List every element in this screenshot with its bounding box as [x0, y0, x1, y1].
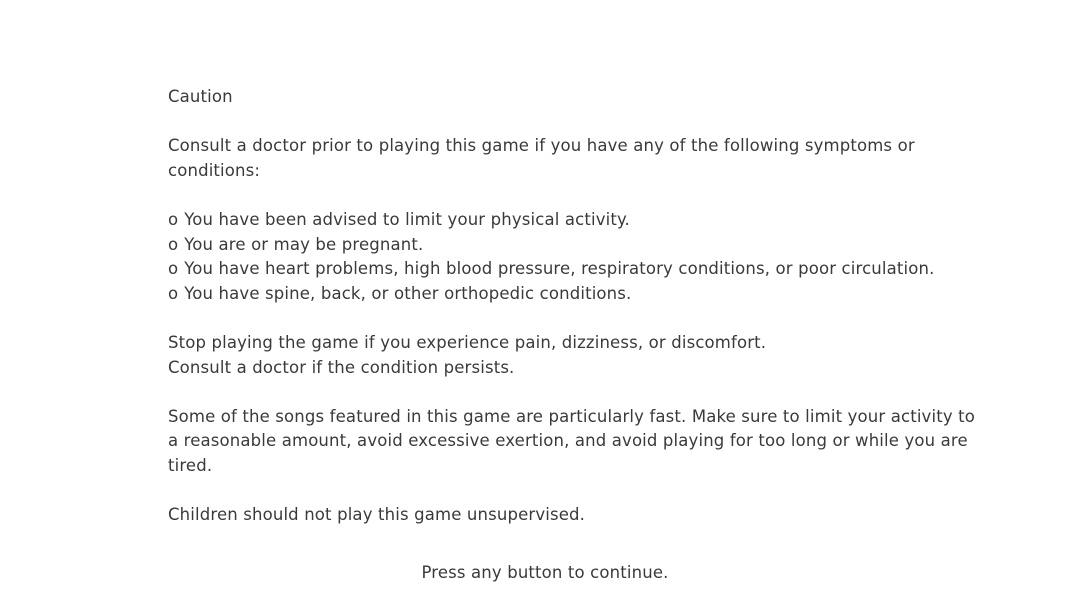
- consult-text-line-2: conditions:: [168, 160, 261, 180]
- spacer: [168, 380, 928, 405]
- bullet-icon: o: [168, 259, 179, 279]
- consult-text-line-1: Consult a doctor prior to playing this game if you have any of the following symptoms or: [168, 136, 915, 156]
- condition-item: [168, 208, 928, 233]
- songs-warning-line-3: tired.: [168, 455, 213, 475]
- bullet-icon: o: [168, 209, 179, 229]
- caution-title: Caution: [168, 87, 233, 106]
- spacer: [168, 110, 928, 135]
- spacer: [168, 183, 928, 208]
- songs-warning-line-1: Some of the songs featured in this game are particularly fast. Make sure to limit your activity to: [168, 406, 975, 426]
- condition-text: You have heart problems, high blood pressure, respiratory conditions, or poor circulation.: [184, 259, 935, 279]
- condition-item: [168, 282, 928, 307]
- condition-item: [168, 257, 935, 282]
- bullet-icon: o: [168, 283, 179, 303]
- children-warning-text: Children should not play this game unsupervised.: [168, 505, 586, 525]
- caution-notice: [168, 85, 975, 528]
- spacer: [168, 479, 928, 504]
- spacer: [168, 306, 928, 331]
- bullet-icon: o: [168, 234, 179, 254]
- condition-text: You have been advised to limit your physical activity.: [184, 209, 630, 229]
- condition-item: [168, 233, 928, 258]
- condition-text: You are or may be pregnant.: [184, 234, 424, 254]
- condition-text: You have spine, back, or other orthopedic conditions.: [184, 283, 632, 303]
- conditions-list: [168, 208, 935, 306]
- stop-playing-text: Stop playing the game if you experience pain, dizziness, or discomfort.: [168, 332, 767, 352]
- persist-text: Consult a doctor if the condition persists.: [168, 357, 515, 377]
- songs-warning-line-2: a reasonable amount, avoid excessive exertion, and avoid playing for too long or while you are: [168, 431, 968, 451]
- continue-prompt[interactable]: Press any button to continue.: [421, 563, 669, 582]
